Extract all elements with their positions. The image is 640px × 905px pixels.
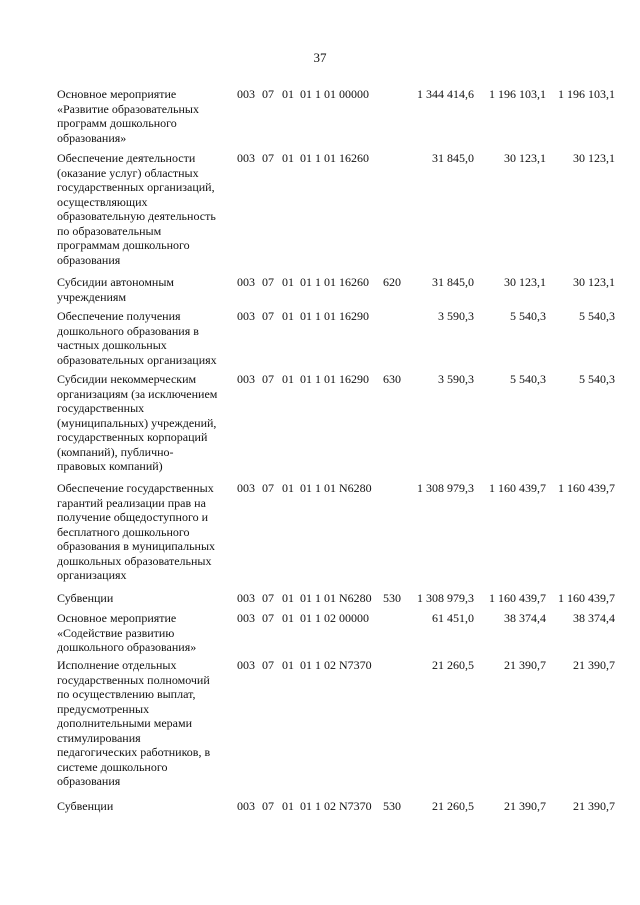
row-amount-1: 3 590,3 — [438, 309, 474, 323]
row-amount-2: 38 374,4 — [504, 611, 546, 625]
row-subsection: 01 — [282, 799, 294, 813]
row-amount-1: 1 308 979,3 — [417, 481, 474, 495]
row-admin-code: 003 — [237, 151, 255, 165]
row-subsection: 01 — [282, 658, 294, 672]
row-amount-1: 21 260,5 — [432, 658, 474, 672]
row-admin-code: 003 — [237, 658, 255, 672]
row-subsection: 01 — [282, 591, 294, 605]
row-subsection: 01 — [282, 611, 294, 625]
row-target-article: 01 1 02 N7370 — [300, 658, 372, 672]
row-expense-type: 530 — [383, 591, 401, 605]
row-amount-2: 5 540,3 — [510, 372, 546, 386]
row-expense-type: 530 — [383, 799, 401, 813]
row-section: 07 — [262, 481, 274, 495]
row-name: Субвенции — [57, 799, 114, 813]
row-section: 07 — [262, 309, 274, 323]
row-amount-1: 1 344 414,6 — [417, 87, 474, 101]
row-amount-2: 30 123,1 — [504, 151, 546, 165]
row-amount-1: 31 845,0 — [432, 275, 474, 289]
row-section: 07 — [262, 151, 274, 165]
row-amount-3: 30 123,1 — [573, 275, 615, 289]
row-target-article: 01 1 01 16290 — [300, 372, 369, 386]
row-section: 07 — [262, 658, 274, 672]
row-admin-code: 003 — [237, 481, 255, 495]
row-target-article: 01 1 01 N6280 — [300, 591, 372, 605]
row-section: 07 — [262, 372, 274, 386]
row-amount-3: 38 374,4 — [573, 611, 615, 625]
row-amount-2: 5 540,3 — [510, 309, 546, 323]
row-amount-1: 31 845,0 — [432, 151, 474, 165]
row-admin-code: 003 — [237, 309, 255, 323]
row-target-article: 01 1 02 00000 — [300, 611, 369, 625]
row-amount-1: 3 590,3 — [438, 372, 474, 386]
row-name: Исполнение отдельных государственных полномочий по осуществлению выплат, предусмотренных дополнительными мерами стимулирования педагогических работников, в системе дошкольного образования — [57, 658, 211, 788]
row-section: 07 — [262, 275, 274, 289]
row-name: Обеспечение государственных гарантий реализации прав на получение общедоступного и бесплатного дошкольного образования в муниципальных дошкольных образовательных организациях — [57, 481, 216, 582]
row-name: Субсидии некоммерческим организациям (за исключением государственных (муниципальных) учреждений, государственных корпораций (компаний), публично- правовых компаний) — [57, 372, 218, 473]
row-name: Обеспечение деятельности (оказание услуг) областных государственных организаций, осуществляющих образовательную деятельность по образовательным программам дошкольного образования — [57, 151, 216, 267]
row-name: Субсидии автономным учреждениям — [57, 275, 174, 304]
row-name: Основное мероприятие «Развитие образовательных программ дошкольного образования» — [57, 87, 199, 145]
row-admin-code: 003 — [237, 611, 255, 625]
row-target-article: 01 1 01 16260 — [300, 151, 369, 165]
row-amount-2: 30 123,1 — [504, 275, 546, 289]
row-admin-code: 003 — [237, 591, 255, 605]
row-amount-2: 21 390,7 — [504, 799, 546, 813]
row-amount-3: 21 390,7 — [573, 658, 615, 672]
row-amount-3: 30 123,1 — [573, 151, 615, 165]
row-subsection: 01 — [282, 372, 294, 386]
row-amount-3: 21 390,7 — [573, 799, 615, 813]
row-subsection: 01 — [282, 309, 294, 323]
row-target-article: 01 1 01 16260 — [300, 275, 369, 289]
row-admin-code: 003 — [237, 799, 255, 813]
row-target-article: 01 1 01 N6280 — [300, 481, 372, 495]
page-number: 37 — [313, 50, 327, 65]
row-amount-1: 1 308 979,3 — [417, 591, 474, 605]
row-section: 07 — [262, 591, 274, 605]
row-amount-2: 1 160 439,7 — [489, 591, 546, 605]
row-section: 07 — [262, 799, 274, 813]
row-subsection: 01 — [282, 87, 294, 101]
row-expense-type: 630 — [383, 372, 401, 386]
row-target-article: 01 1 02 N7370 — [300, 799, 372, 813]
row-subsection: 01 — [282, 275, 294, 289]
row-section: 07 — [262, 611, 274, 625]
row-amount-3: 1 196 103,1 — [558, 87, 615, 101]
row-amount-1: 61 451,0 — [432, 611, 474, 625]
row-amount-2: 1 196 103,1 — [489, 87, 546, 101]
row-amount-3: 5 540,3 — [579, 309, 615, 323]
row-expense-type: 620 — [383, 275, 401, 289]
row-admin-code: 003 — [237, 87, 255, 101]
row-admin-code: 003 — [237, 275, 255, 289]
row-amount-3: 5 540,3 — [579, 372, 615, 386]
row-target-article: 01 1 01 00000 — [300, 87, 369, 101]
row-name: Обеспечение получения дошкольного образования в частных дошкольных образовательных организациях — [57, 309, 217, 367]
row-amount-3: 1 160 439,7 — [558, 591, 615, 605]
row-subsection: 01 — [282, 151, 294, 165]
row-subsection: 01 — [282, 481, 294, 495]
row-amount-1: 21 260,5 — [432, 799, 474, 813]
row-name: Субвенции — [57, 591, 114, 605]
row-section: 07 — [262, 87, 274, 101]
row-admin-code: 003 — [237, 372, 255, 386]
row-amount-2: 1 160 439,7 — [489, 481, 546, 495]
row-target-article: 01 1 01 16290 — [300, 309, 369, 323]
row-amount-3: 1 160 439,7 — [558, 481, 615, 495]
row-name: Основное мероприятие «Содействие развитию дошкольного образования» — [57, 611, 197, 654]
row-amount-2: 21 390,7 — [504, 658, 546, 672]
